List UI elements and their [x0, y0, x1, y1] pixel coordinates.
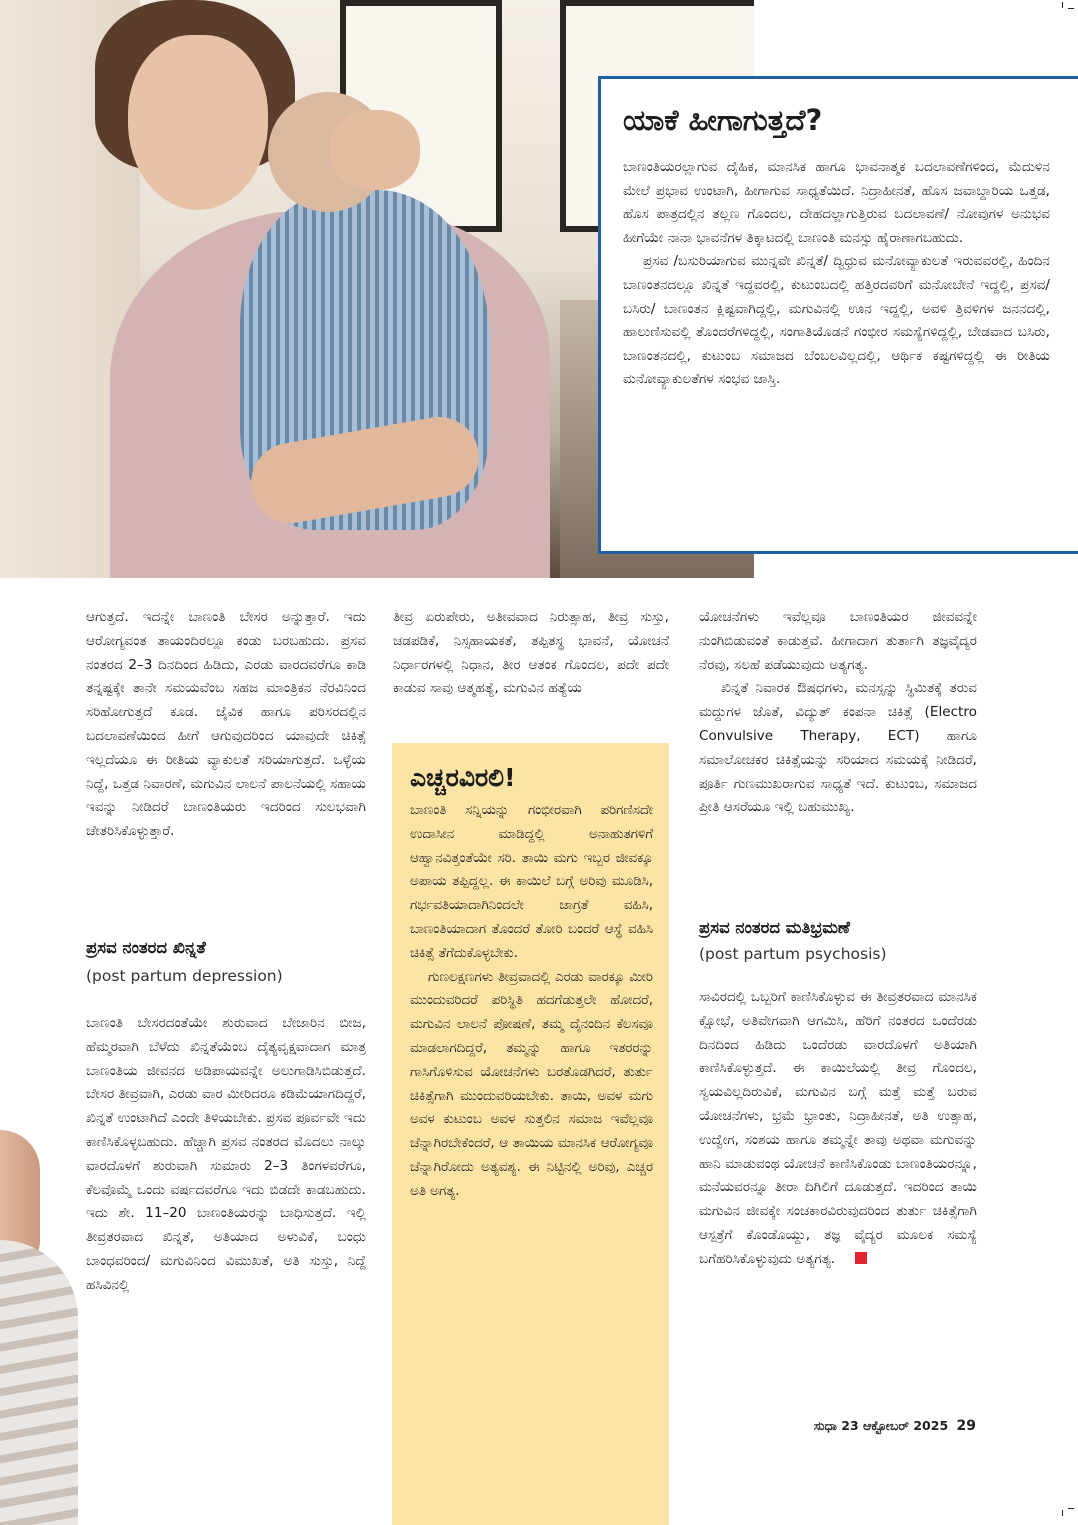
- sidebar-paragraph: ಪ್ರಸವ /ಬಸುರಿಯಾಗುವ ಮುನ್ನವೇ ಖಿನ್ನತೆ/ ದ್ವಿಧ್ರುವ ಮನೋವ್ಯಾಕುಲತೆ ಇರುವವರಲ್ಲಿ, ಹಿಂದಿನ ಬಾಣಂತನದಲ್ಲೂ ಖಿನ್ನತೆ ಇದ್ದವರಲ್ಲಿ, ಕುಟುಂಬದಲ್ಲಿ ಹತ್ತಿರದವರಿಗೆ ಮನೋಬೇನೆ ಇದ್ದಲ್ಲಿ, ಪ್ರಸವ/ ಬಸಿರು/ ಬಾಣಂತನ ಕ್ಲಿಷ್ಟವಾಗಿದ್ದಲ್ಲಿ, ಮಗುವಿನಲ್ಲಿ ಊನ ಇದ್ದಲ್ಲಿ, ಅವಳಿ ತ್ರಿವಳಿಗಳ ಜನನದಲ್ಲಿ, ಹಾಲುಣಿಸುವಲ್ಲಿ ತೊಂದರೆಗಳಿದ್ದಲ್ಲಿ, ಸಂಗಾತಿಯೊಡನೆ ಗಂಭೀರ ಸಮಸ್ಯೆಗಳಿದ್ದಲ್ಲಿ, ಬೇಡವಾದ ಬಸಿರು, ಬಾಣಂತನದಲ್ಲಿ, ಕುಟುಂಬ ಸಮಾಜದ ಬೆಂಬಲವಿಲ್ಲದಲ್ಲಿ, ಆರ್ಥಿಕ ಕಷ್ಟಗಳಿದ್ದಲ್ಲಿ ಈ ರೀತಿಯ ಮನೋವ್ಯಾಕುಲತೆಗಳ ಸಂಭವ ಜಾಸ್ತಿ.: [623, 253, 1050, 388]
- photo-mother-face: [128, 35, 268, 210]
- warning-paragraph: ಬಾಣಂತಿ ಸನ್ನಿಯನ್ನು ಗಂಭೀರವಾಗಿ ಪರಿಗಣಿಸದೇ ಉದಾಸೀನ ಮಾಡಿದ್ದಲ್ಲಿ ಅನಾಹುತಗಳಿಗೆ ಆಹ್ವಾನವಿತ್ತಂತೆಯೇ ಸರಿ. ತಾಯಿ ಮಗು ಇಬ್ಬರ ಜೀವಕ್ಕೂ ಅಪಾಯ ತಪ್ಪಿದ್ದಲ್ಲ. ಈ ಕಾಯಿಲೆ ಬಗ್ಗೆ ಅರಿವು ಮೂಡಿಸಿ, ಗರ್ಭವತಿಯಾದಾಗಿನಿಂದಲೇ ಜಾಗ್ರತೆ ವಹಿಸಿ, ಬಾಣಂತಿಯಾದಾಗ ತೊಂದರೆ ತೋರಿ ಬಂದರೆ ಆಸ್ಥೆ ವಹಿಸಿ ಚಿಕಿತ್ಸೆ ತೆಗೆದುಕೊಳ್ಳಬೇಕು.: [410, 803, 653, 961]
- sidebar-title: ಯಾಕೆ ಹೀಗಾಗುತ್ತದೆ?: [623, 103, 823, 137]
- column-1-bottom: [86, 1012, 366, 1298]
- warning-paragraph: ಗುಣಲಕ್ಷಣಗಳು ತೀವ್ರವಾದಲ್ಲಿ ಎರಡು ವಾರಕ್ಕೂ ಮೀರಿ ಮುಂದುವರಿದರೆ ಪರಿಸ್ಥಿತಿ ಹದಗೆಡುತ್ತಲೇ ಹೋದರೆ, ಮಗುವಿನ ಲಾಲನೆ ಪೋಷಣೆ, ತಮ್ಮ ದೈನಂದಿನ ಕೆಲಸವೂ ಮಾಡಲಾಗದಿದ್ದರೆ, ತಮ್ಮನ್ನು ಹಾಗೂ ಇತರರನ್ನು ಗಾಸಿಗೊಳಿಸುವ ಯೋಚನೆಗಳು ಬರತೊಡಗಿದರೆ, ತುರ್ತು ಚಿಕಿತ್ಸೆಗಾಗಿ ಮುಂದುವರಿಯಬೇಕು. ತಾಯಿ, ಅವಳ ಮಗು ಅವಳ ಕುಟುಂಬ ಅವಳ ಸುತ್ತಲಿನ ಸಮಾಜ ಇವೆಲ್ಲವೂ ಚೆನ್ನಾಗಿರಬೇಕೆಂದರೆ, ಆ ತಾಯಿಯ ಮಾನಸಿಕ ಆರೋಗ್ಯವೂ ಚೆನ್ನಾಗಿರೋದು ಅತ್ಯವಶ್ಯ. ಈ ನಿಟ್ಟಿನಲ್ಲಿ ಅರಿವು, ಎಚ್ಚರ ಅತಿ ಅಗತ್ಯ.: [410, 969, 653, 1199]
- footer-issue: ಸುಧಾ 23 ಆಕ್ಟೋಬರ್ 2025: [813, 1418, 949, 1433]
- body-text: ಸಾವಿರದಲ್ಲಿ ಒಬ್ಬರಿಗೆ ಕಾಣಿಸಿಕೊಳ್ಳುವ ಈ ತೀವ್ರತರವಾದ ಮಾನಸಿಕ ಕ್ಷೋಭೆ, ಅತಿವೇಗವಾಗಿ ಆಗಮಿಸಿ, ಹೆರಿಗೆ ನಂತರದ ಒಂದೆರಡು ದಿನದಿಂದ ಹಿಡಿದು ಒಂದೆರಡು ವಾರದೊಳಗೆ ಅತಿಯಾಗಿ ಕಾಣಿಸಿಕೊಳ್ಳುತ್ತದೆ. ಈ ಕಾಯಿಲೆಯಲ್ಲಿ ತೀವ್ರ ಗೊಂದಲ, ಸ್ವಯವಿಲ್ಲದಿರುವಿಕೆ, ಮಗುವಿನ ಬಗ್ಗೆ ಮತ್ತೆ ಮತ್ತೆ ಬರುವ ಯೋಚನೆಗಳು, ಭ್ರಮೆ ಭ್ರಾಂತು, ನಿದ್ರಾಹೀನತೆ, ಅತಿ ಉತ್ಸಾಹ, ಉದ್ವೇಗ, ಸಂಶಯ ಹಾಗೂ ತಮ್ಮನ್ನೇ ತಾವು ಅಥವಾ ಮಗುವನ್ನು ಹಾನಿ ಮಾಡುವಂಥ ಯೋಚನೆ ಕಾಣಿಸಿಕೊಂಡು ಬಾಣಂತಿಯರನ್ನೂ, ಮನೆಯವರನ್ನೂ ತೀರಾ ದಿಗಿಲಿಗೆ ದೂಡುತ್ತದೆ. ಇದರಿಂದ ತಾಯಿ ಮಗುವಿನ ಜೀವಕ್ಕೇ ಸಂಚಕಾರವಿರುವುದರಿಂದ ತುರ್ತು ಚಿಕಿತ್ಸೆಗಾಗಿ ಆಸ್ಪತ್ರೆಗೆ ಕೊಂಡೊಯ್ದು, ತಜ್ಞ ವೈದ್ಯರ ಮೂಲಕ ಸಮಸ್ಯೆ ಬಗೆಹರಿಸಿಕೊಳ್ಳುವುದು ಅತ್ಯಗತ್ಯ.: [699, 989, 977, 1267]
- section-heading-psychosis: ಪ್ರಸವ ನಂತರದ ಮತಿಭ್ರಮಣೆ: [699, 918, 850, 937]
- column-2-top: [393, 606, 669, 701]
- page-number: 29: [956, 1418, 976, 1434]
- article-end-mark-icon: [855, 1252, 867, 1264]
- section-heading-depression: ಪ್ರಸವ ನಂತರದ ಖಿನ್ನತೆ: [86, 938, 206, 957]
- warning-title: ಎಚ್ಚರವಿರಲಿ!: [410, 763, 516, 792]
- body-paragraph: ತೀವ್ರ ಏರುಪೇರು, ಅತೀವವಾದ ನಿರುತ್ಸಾಹ, ತೀವ್ರ ಸುಸ್ತು, ಚಡಪಡಿಕೆ, ನಿಸ್ಸಹಾಯಕತೆ, ತಪ್ಪಿತಸ್ಥ ಭಾವನೆ, ಯೋಚನೆ ನಿರ್ಧಾರಗಳಲ್ಲಿ ನಿಧಾನ, ತೀರ ಆತಂಕ ಗೊಂದಲ, ಪದೇ ಪದೇ ಕಾಡುವ ಸಾವು ಆತ್ಮಹತ್ಯೆ, ಮಗುವಿನ ಹತ್ಯೆಯ: [393, 609, 669, 697]
- body-paragraph: ಖಿನ್ನತೆ ನಿವಾರಕ ಔಷಧಗಳು, ಮನಸ್ಸನ್ನು ಸ್ಥಿಮಿತಕ್ಕೆ ತರುವ ಮದ್ದುಗಳ ಜೊತೆ, ವಿದ್ಯುತ್ ಕಂಪನಾ ಚಿಕಿತ್ಸೆ (Electro Convulsive Therapy, ECT) ಹಾಗೂ ಸಮಾಲೋಚಕರ ಚಿಕಿತ್ಸೆಯನ್ನು ಸರಿಯಾದ ಸಮಯಕ್ಕೆ ನೀಡಿದರೆ, ಪೂರ್ತಿ ಗುಣಮುಖರಾಗುವ ಸಾಧ್ಯತೆ ಇದೆ. ಕುಟುಂಬ, ಸಮಾಜದ ಪ್ರೀತಿ ಆಸರೆಯೂ ಇಲ್ಲಿ ಬಹುಮುಖ್ಯ.: [699, 680, 977, 816]
- column-1-top: [86, 606, 366, 844]
- crop-mark: [1062, 1510, 1063, 1516]
- warning-box: [392, 743, 669, 1525]
- crop-mark: [1068, 1508, 1074, 1509]
- sidebar-paragraph: ಬಾಣಂತಿಯರಲ್ಲಾಗುವ ದೈಹಿಕ, ಮಾನಸಿಕ ಹಾಗೂ ಭಾವನಾತ್ಮಕ ಬದಲಾವಣೆಗಳಿಂದ, ಮೆದುಳಿನ ಮೇಲೆ ಪ್ರಭಾವ ಉಂಟಾಗಿ, ಹೀಗಾಗುವ ಸಾಧ್ಯತೆಯಿದೆ. ನಿದ್ರಾಹೀನತೆ, ಹೊಸ ಜವಾಬ್ದಾರಿಯ ಒತ್ತಡ, ಹೊಸ ಪಾತ್ರದಲ್ಲಿನ ತಲ್ಲಣ ಗೊಂದಲ, ದೇಹದಲ್ಲಾಗುತ್ತಿರುವ ಬದಲಾವಣೆ/ ನೋವುಗಳ ಅನುಭವ ಹೀಗೆಯೇ ನಾನಾ ಭಾವನೆಗಳ ತಿಕ್ಕಾಟದಲ್ಲಿ ಬಾಣಂತಿ ಮನಸ್ಸು ಹೈರಾಣಾಗಬಹುದು.: [623, 159, 1050, 246]
- crop-mark: [1068, 8, 1074, 9]
- edge-photo-fragment: [0, 1240, 78, 1525]
- column-3-bottom: [699, 986, 977, 1272]
- photo-hand: [330, 110, 420, 190]
- body-paragraph: ಬಾಣಂತಿ ಬೇಸರದಂತೆಯೇ ಶುರುವಾದ ಬೇಜಾರಿನ ಬೀಜ, ಹೆಮ್ಮರವಾಗಿ ಬೆಳೆದು ಖಿನ್ನತೆಯೆಂಬ ದೈತ್ಯವೃಕ್ಷವಾದಾಗ ಮಾತ್ರ ಬಾಣಂತಿಯ ಜೀವನದ ಅಡಿಪಾಯವನ್ನೇ ಅಲುಗಾಡಿಸಿಬಿಡುತ್ತದೆ. ಬೇಸರ ತೀವ್ರವಾಗಿ, ಎರಡು ವಾರ ಮೀರಿದರೂ ಕಡಿಮೆಯಾಗದಿದ್ದರೆ, ಖಿನ್ನತೆ ಉಂಟಾಗಿದೆ ಎಂದೇ ತಿಳಿಯಬೇಕು. ಪ್ರಸವ ಪೂರ್ವವೇ ಇದು ಕಾಣಿಸಿಕೊಳ್ಳಬಹುದು. ಹೆಚ್ಚಾಗಿ ಪ್ರಸವ ನಂತರದ ಮೊದಲು ನಾಲ್ಕು ವಾರದೊಳಗೆ ಶುರುವಾಗಿ ಸುಮಾರು 2–3 ತಿಂಗಳವರೆಗೂ, ಕೆಲವೊಮ್ಮೆ ಒಂದು ವರ್ಷದವರೆಗೂ ಇದು ಬಿಡದೇ ಕಾಡಬಹುದು. ಇದು ಶೇ. 11–20 ಬಾಣಂತಿಯರನ್ನು ಬಾಧಿಸುತ್ತದೆ. ಇಲ್ಲಿ ತೀವ್ರತರವಾದ ಖಿನ್ನತೆ, ಅತಿಯಾದ ಅಳುವಿಕೆ, ಬಂಧು ಬಾಂಧವರಿಂದ/ ಮಗುವಿನಿಂದ ವಿಮುಖತೆ, ಅತಿ ಸುಸ್ತು, ನಿದ್ದೆ ಹಸಿವಿನಲ್ಲಿ: [86, 1015, 366, 1293]
- page-footer: [814, 1418, 976, 1434]
- crop-mark: [1062, 2, 1063, 8]
- why-sidebar: [598, 76, 1078, 554]
- column-3-top: [699, 606, 977, 820]
- body-paragraph: [699, 986, 977, 1272]
- body-paragraph: ಯೋಚನೆಗಳು ಇವೆಲ್ಲವೂ ಬಾಣಂತಿಯರ ಜೀವವನ್ನೇ ನುಂಗಿಬಿಡುವಂತೆ ಕಾಡುತ್ತವೆ. ಹೀಗಾದಾಗ ತುರ್ತಾಗಿ ತಜ್ಞವೈದ್ಯರ ನೆರವು, ಸಲಹೆ ಪಡೆಯುವುದು ಅತ್ಯಗತ್ಯ.: [699, 609, 977, 673]
- section-subheading-depression: (post partum depression): [86, 967, 283, 985]
- section-subheading-psychosis: (post partum psychosis): [699, 945, 887, 963]
- body-paragraph: ಆಗುತ್ತದೆ. ಇದನ್ನೇ ಬಾಣಂತಿ ಬೇಸರ ಅನ್ನುತ್ತಾರೆ. ಇದು ಆರೋಗ್ಯವಂತ ತಾಯಂದಿರಲ್ಲೂ ಕಂಡು ಬರಬಹುದು. ಪ್ರಸವ ನಂತರದ 2–3 ದಿನದಿಂದ ಹಿಡಿದು, ಎರಡು ವಾರದವರೆಗೂ ಕಾಡಿ ತನ್ನಷ್ಟಕ್ಕೇ ತಾನೇ ಸಮಯವೆಂಬ ಸಹಜ ಮಾಂತ್ರಿಕನ ನೆರವಿನಿಂದ ಸರಿಹೋಗುತ್ತದೆ ಕೂಡ. ಜೈವಿಕ ಹಾಗೂ ಪರಿಸರದಲ್ಲಿನ ಬದಲಾವಣೆಯಿಂದ ಹೀಗೆ ಆಗುವುದರಿಂದ ಯಾವುದೇ ಚಿಕಿತ್ಸೆ ಇಲ್ಲದೆಯೂ ಈ ರೀತಿಯ ವ್ಯಾಕುಲತೆ ಸರಿಯಾಗುತ್ತದೆ. ಒಳ್ಳೆಯ ನಿದ್ದೆ, ಒತ್ತಡ ನಿವಾರಣೆ, ಮಗುವಿನ ಲಾಲನೆ ಪಾಲನೆಯಲ್ಲಿ ಸಹಾಯ ಇವನ್ನು ನೀಡಿದರೆ ಬಾಣಂತಿಯರು ಇದರಿಂದ ಸುಲಭವಾಗಿ ಚೇತರಿಸಿಕೊಳ್ಳುತ್ತಾರೆ.: [86, 609, 366, 840]
